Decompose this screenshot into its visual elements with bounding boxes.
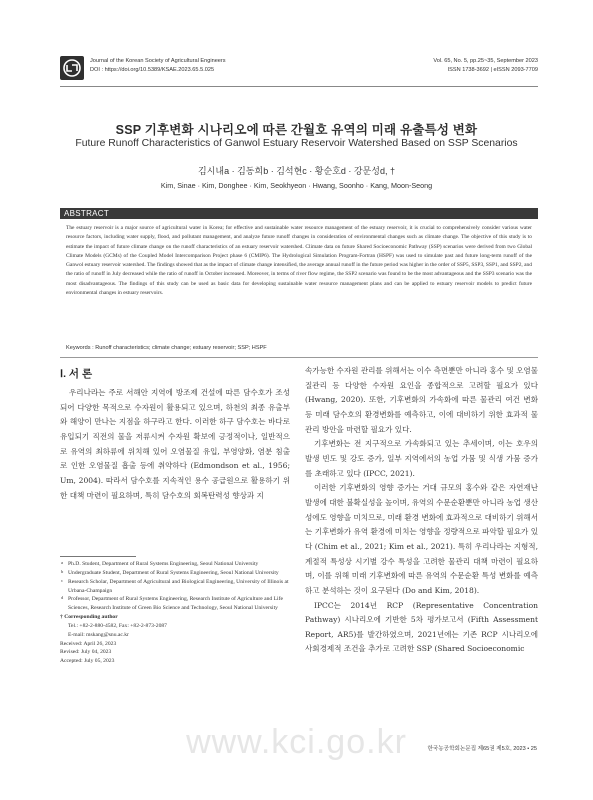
keywords-divider	[60, 357, 538, 358]
right-column	[305, 364, 538, 657]
paragraph: 기후변화는 전 지구적으로 가속화되고 있는 추세이며, 이는 호우의 발생 빈도 및 강도 증가, 일부 지역에서의 농업 가뭄 및 식생 가뭄 증가를 초래하고 있다 (IPCC, 2021).	[305, 439, 538, 478]
revised-date: Revised: July 04, 2023	[60, 649, 112, 656]
contact-email[interactable]: E-mail: mskang@snu.ac.kr	[68, 631, 129, 638]
authors-english: Kim, Sinae · Kim, Donghee · Kim, Seokhyeon · Hwang, Soonho · Kang, Moon-Seong	[160, 181, 433, 190]
paper-title-korean: SSP 기후변화 시나리오에 따른 간월호 유역의 미래 유출특성 변화	[115, 123, 478, 137]
journal-name: Journal of the Korean Society of Agricultural Engineers	[90, 58, 226, 64]
abstract-header-bar	[60, 208, 538, 219]
corresponding-author-heading: † Corresponding author	[60, 614, 118, 621]
journal-header	[60, 56, 538, 82]
accepted-date: Accepted: July 05, 2023	[60, 658, 115, 665]
issn-info: ISSN 1738-3692 | eISSN 2093-7709	[447, 66, 538, 73]
footnotes	[60, 560, 292, 666]
received-date: Received: April 26, 2023	[60, 640, 117, 647]
journal-logo-icon	[60, 56, 84, 80]
left-column	[60, 386, 290, 503]
doi-link[interactable]: DOI : https://doi.org/10.5389/KSAE.2023.65.5.025	[90, 66, 215, 73]
paragraph: 우리나라는 주로 서해안 지역에 방조제 건설에 따른 담수호가 조성되어 다양한 목적으로 수자원이 활용되고 있으며, 하천의 최종 유출부와 해양이 만나는 지점을 하구라고 한다. 이러한 하구 담수호는 바다로 유입되기 직전의 물을 저류시켜 수자원 확보에 긍정적이나, 일반적으로 유역의 최하류에 위치해 있어 오염물질 유입, 부영양화, 염분 침출로 인한 오염물질 흡출 등에 취약하다 (Edmondson et al., 1956; Um, 2004). 따라서 담수호를 지속적인 용수 공급원으로 활용하기 위한 대책 마련이 필요하며, 특히 담수호의 회복탄력성 향상과 지	[60, 388, 290, 500]
paragraph: IPCC는 2014년 RCP (Representative Concentration Pathway) 시나리오에 기반한 5차 평가보고서 (Fifth Assessment Report, AR5)를 발간하였으며, 2021년에는 기존 RCP 시나리오에 사회경제적 조건을 추가로 고려한 SSP (Shared Socioeconomic	[305, 600, 538, 654]
footnote-affiliation: d Professor, Department of Rural Systems Engineering, Research Institute of Agriculture and Life Sciences, Research Institute of Green Bio Science and Technology, Seoul National University	[61, 595, 283, 612]
footnote-affiliation: a Ph.D. Student, Department of Rural Systems Engineering, Seoul National University	[61, 560, 259, 567]
contact-phone: Tel.: +82-2-880-4582, Fax: +82-2-873-2087	[68, 622, 167, 629]
abstract-text: The estuary reservoir is a major source of agricultural water in Korea; for effective and sustainable water resource management of the estuary reservoir, it is crucial to comprehensively consider various water resource factors, including water supply, flood, and pollutant management, and analyze future runoff changes in consideration of environmental changes such as climate change. The objective of this study is to estimate the impact of future climate change on the runoff characteristics of an estuary reservoir watershed. Climate data on future Shared Socioeconomic Pathway (SSP) scenarios were derived from two Global Climate Models (GCMs) of the Coupled Model Intercomparison Project phase 6 (CMIP6). The Hydrological Simulation Program-Fortran (HSPF) was used to simulate past and future long-term runoff of the Ganwol estuary reservoir watershed. The findings showed that as the impact of climate change intensified, the average annual runoff in the future period was higher in the order of SSP5, SSP3, SSP1, and SSP2, and the ratio of runoff in July decreased while the ratio of runoff in October increased. Moreover, in terms of river flow regime, the SSP2 scenario was found to be the most advantageous and the SSP3 scenario was the most disadvantageous. The findings of this study can be used as basic data for developing sustainable water resource management plans and can be applied to estuary reservoir models to predict future environmental changes in estuary reservoirs.	[66, 225, 532, 296]
paper-title-english: Future Runoff Characteristics of Ganwol Estuary Reservoir Watershed Based on SSP Scenarios	[75, 138, 518, 149]
journal-info	[90, 57, 226, 74]
header-divider	[60, 86, 538, 87]
issue-info	[433, 57, 538, 74]
keywords: Keywords : Runoff characteristics; climate change; estuary reservoir; SSP; HSPF	[66, 345, 267, 351]
page-footer: 한국농공학회논문집 제65권 제5호, 2023 • 25	[427, 746, 537, 752]
watermark: www.kci.go.kr	[186, 723, 407, 761]
abstract-label: ABSTRACT	[64, 209, 110, 218]
authors-korean: 김시내a · 김동희b · 김석현c · 황순호d · 강문성d, †	[198, 166, 395, 176]
paragraph: 이러한 기후변화의 영향 증가는 거대 규모의 홍수와 같은 자연재난 발생에 대한 불확실성을 높이며, 유역의 수문순환뿐만 아니라 농업 생산성에도 영향을 미치므로, 미래 환경 변화에 효과적으로 대비하기 위해서는 기후변화가 유역 환경에 미치는 영향을 정량적으로 파악할 필요가 있다 (Chim et al., 2021; Kim et al., 2021). 특히 우리나라는 지형적, 계절적 특성상 시기별 강수 특성을 고려한 물관리 대책 마련이 필요하며, 이를 위해 미래 기후변화에 따른 유역의 수문순환 특성 변화를 예측하고 분석하는 것이 요구된다 (Do and Kim, 2018).	[305, 483, 539, 595]
footnote-divider	[60, 556, 136, 557]
footnote-affiliation: b Undergraduate Student, Department of Rural Systems Engineering, Seoul National University	[61, 568, 279, 576]
section-title-introduction: Ⅰ. 서 론	[60, 368, 93, 380]
volume-info: Vol. 65, No. 5, pp.25~35, September 2023	[433, 58, 538, 64]
footnote-affiliation: c Research Scholar, Department of Agricultural and Biological Engineering, University of Illinois at Urbana-Champaign	[61, 577, 289, 594]
paragraph: 속가능한 수자원 관리를 위해서는 이수 측면뿐만 아니라 홍수 및 오염물질관리 등 다양한 수자원 요인을 종합적으로 고려할 필요가 있다 (Hwang, 2020). 또한, 기후변화의 가속화에 따른 물관리 여건 변화 등 미래 담수호의 환경변화를 예측하고, 이에 대비하기 위한 효과적 물관리 방안을 마련할 필요가 있다.	[305, 366, 539, 434]
